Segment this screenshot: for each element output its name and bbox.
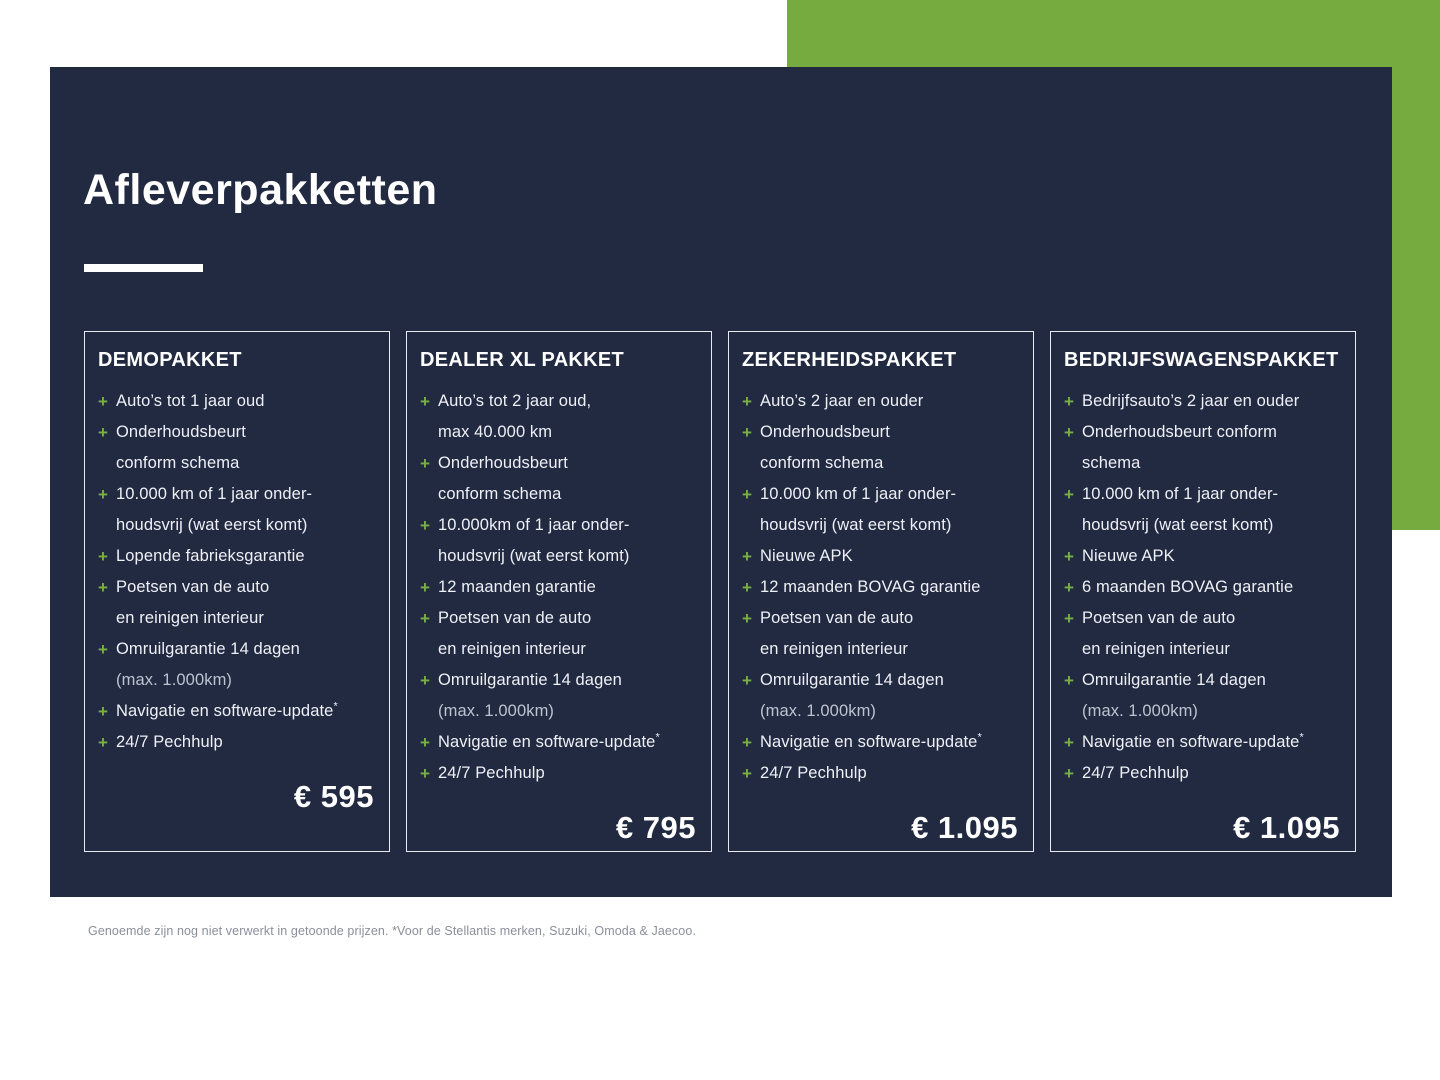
feature-item [1064,758,1342,789]
feature-item [1064,417,1342,479]
plus-icon: + [420,578,430,597]
package-price: € 1.095 [911,810,1018,845]
feature-text: Nieuwe APK [1082,547,1175,565]
plus-icon: + [742,609,752,628]
plus-icon: + [98,578,108,597]
feature-item [1064,665,1342,727]
feature-list [1064,386,1342,789]
feature-item [742,727,1020,758]
feature-text: Omruilgarantie 14 dagen (max. 1.000km) [116,640,300,689]
feature-text: Poetsen van de auto en reinigen interieur [116,578,270,627]
asterisk-footnote-marker: * [333,700,338,713]
plus-icon: + [742,764,752,783]
feature-item [420,727,698,758]
package-price: € 795 [615,810,696,845]
feature-item [98,727,376,758]
package-card-2 [406,331,712,852]
feature-item [1064,572,1342,603]
feature-text: 12 maanden garantie [438,578,596,596]
feature-item [98,572,376,634]
feature-item [742,758,1020,789]
feature-text: Poetsen van de auto en reinigen interieur [1082,609,1236,658]
title-underline-dash [84,264,203,272]
plus-icon: + [742,671,752,690]
footnote-text: Genoemde zijn nog niet verwerkt in getoonde prijzen. *Voor de Stellantis merken, Suzuki, Omoda & Jaecoo. [88,924,696,938]
plus-icon: + [742,423,752,442]
feature-text: Lopende fabrieksgarantie [116,547,305,565]
feature-text: Navigatie en software-update* [760,731,982,751]
package-title: DEMOPAKKET [98,349,242,371]
feature-text: 6 maanden BOVAG garantie [1082,578,1294,596]
plus-icon: + [1064,733,1074,752]
feature-item [742,386,1020,417]
feature-text: 10.000 km of 1 jaar onder- houdsvrij (wat eerst komt) [1082,485,1279,534]
packages-panel [50,67,1392,897]
plus-icon: + [1064,392,1074,411]
plus-icon: + [1064,423,1074,442]
plus-icon: + [742,733,752,752]
plus-icon: + [98,702,108,721]
feature-text: 12 maanden BOVAG garantie [760,578,981,596]
feature-item [420,386,698,448]
plus-icon: + [98,733,108,752]
plus-icon: + [420,516,430,535]
plus-icon: + [420,764,430,783]
feature-text: Onderhoudsbeurt conform schema [760,423,890,472]
feature-list [742,386,1020,789]
plus-icon: + [1064,671,1074,690]
plus-icon: + [1064,609,1074,628]
feature-item [1064,479,1342,541]
feature-item [98,541,376,572]
feature-text: 10.000 km of 1 jaar onder- houdsvrij (wat eerst komt) [116,485,313,534]
feature-item [1064,603,1342,665]
feature-text: 24/7 Pechhulp [438,764,545,782]
feature-list [98,386,376,758]
feature-item [1064,386,1342,417]
package-price: € 1.095 [1233,810,1340,845]
plus-icon: + [1064,485,1074,504]
feature-text: 24/7 Pechhulp [760,764,867,782]
feature-list [420,386,698,789]
page-title: Afleverpakketten [83,166,438,214]
asterisk-footnote-marker: * [655,731,660,744]
feature-item [98,386,376,417]
package-title: DEALER XL PAKKET [420,349,625,371]
feature-item [742,417,1020,479]
plus-icon: + [420,392,430,411]
feature-text: 24/7 Pechhulp [1082,764,1189,782]
plus-icon: + [1064,578,1074,597]
feature-text: Nieuwe APK [760,547,853,565]
feature-item [420,510,698,572]
feature-item [420,603,698,665]
feature-item [742,603,1020,665]
feature-text: Onderhoudsbeurt conform schema [1082,423,1277,472]
feature-text: Auto’s tot 1 jaar oud [116,392,265,410]
feature-item [742,572,1020,603]
plus-icon: + [420,454,430,473]
plus-icon: + [742,547,752,566]
plus-icon: + [420,671,430,690]
feature-item [98,417,376,479]
packages-row [84,331,1356,852]
asterisk-footnote-marker: * [977,731,982,744]
feature-text: Poetsen van de auto en reinigen interieur [760,609,914,658]
package-card-1 [84,331,390,852]
feature-item [420,448,698,510]
feature-text: Navigatie en software-update* [116,700,338,720]
feature-item [98,696,376,727]
feature-item [742,665,1020,727]
asterisk-footnote-marker: * [1299,731,1304,744]
feature-text: Auto’s tot 2 jaar oud, max 40.000 km [438,392,592,441]
package-price: € 595 [293,779,374,814]
package-title: BEDRIJFSWAGENSPAKKET [1064,349,1339,371]
plus-icon: + [98,423,108,442]
feature-item [98,479,376,541]
plus-icon: + [742,392,752,411]
feature-text: Poetsen van de auto en reinigen interieur [438,609,592,658]
plus-icon: + [742,578,752,597]
plus-icon: + [1064,764,1074,783]
feature-text: Navigatie en software-update* [1082,731,1304,751]
feature-text: 10.000km of 1 jaar onder- houdsvrij (wat eerst komt) [438,516,630,565]
feature-item [1064,727,1342,758]
feature-item [742,541,1020,572]
package-card-4 [1050,331,1356,852]
feature-text: Omruilgarantie 14 dagen (max. 1.000km) [438,671,622,720]
feature-item [420,758,698,789]
feature-text: Omruilgarantie 14 dagen (max. 1.000km) [760,671,944,720]
plus-icon: + [420,733,430,752]
plus-icon: + [98,640,108,659]
feature-item [420,572,698,603]
feature-text: Auto’s 2 jaar en ouder [760,392,924,410]
feature-text: 24/7 Pechhulp [116,733,223,751]
feature-text: 10.000 km of 1 jaar onder- houdsvrij (wat eerst komt) [760,485,957,534]
feature-item [1064,541,1342,572]
package-card-3 [728,331,1034,852]
package-title: ZEKERHEIDSPAKKET [742,349,957,371]
feature-text: Omruilgarantie 14 dagen (max. 1.000km) [1082,671,1266,720]
feature-text: Bedrijfsauto’s 2 jaar en ouder [1082,392,1300,410]
plus-icon: + [420,609,430,628]
plus-icon: + [742,485,752,504]
feature-text: Onderhoudsbeurt conform schema [438,454,568,503]
feature-item [420,665,698,727]
feature-item [742,479,1020,541]
plus-icon: + [98,392,108,411]
feature-item [98,634,376,696]
plus-icon: + [1064,547,1074,566]
plus-icon: + [98,547,108,566]
feature-text: Navigatie en software-update* [438,731,660,751]
feature-text: Onderhoudsbeurt conform schema [116,423,246,472]
plus-icon: + [98,485,108,504]
